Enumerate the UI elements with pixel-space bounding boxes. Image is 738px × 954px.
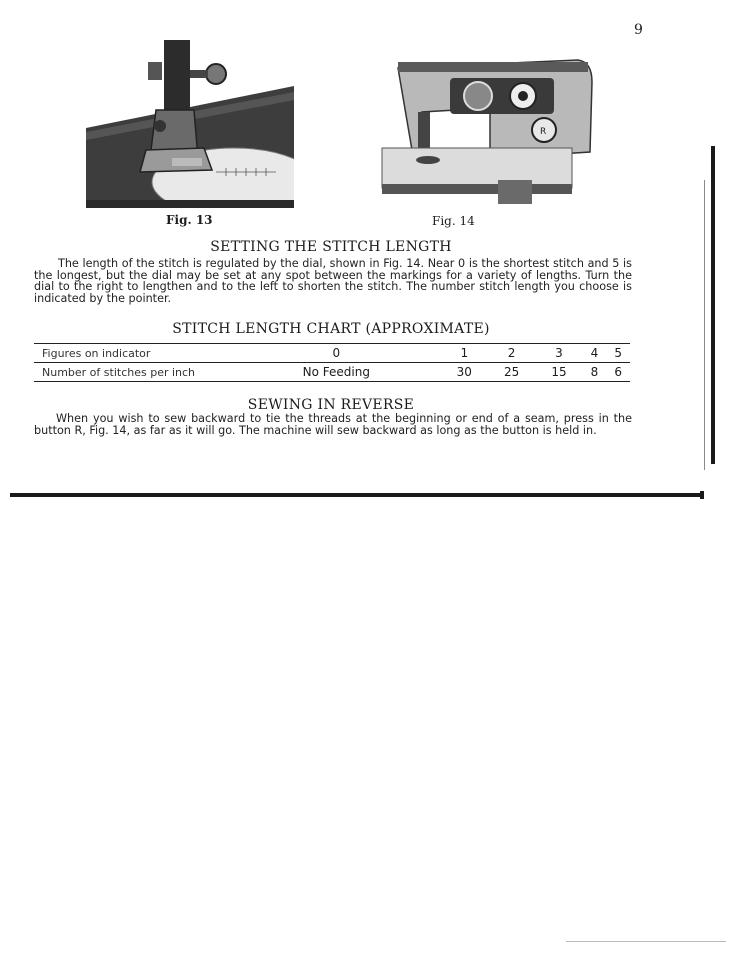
- table-cell: 1: [441, 344, 488, 363]
- table-row: [34, 363, 630, 382]
- table-row: [34, 344, 630, 363]
- table-cell: 30: [456, 365, 472, 379]
- figure-13-photo: [86, 40, 294, 208]
- stitch-length-paragraph: The length of the stitch is regulated by the dial, shown in Fig. 14. Near 0 is the shortest stitch and 5 is the longest, but the dial may be set at any spot between the markings for a variety of lengths. Turn the dial to the right to lengthen and to the left to shorten the stitch. The number stitch length you choose is indicated by the pointer.: [34, 257, 632, 305]
- page-edge-shadow: [704, 180, 705, 470]
- table-cell: 0: [232, 344, 441, 363]
- figure-13-caption: Fig. 13: [166, 213, 213, 227]
- table-cell: 6: [614, 365, 622, 379]
- svg-text:R: R: [540, 127, 547, 137]
- table-cell: 4: [583, 344, 607, 363]
- section-heading-stitch-length: SETTING THE STITCH LENGTH: [210, 239, 452, 255]
- table-cell: 5: [606, 344, 630, 363]
- section-divider: [10, 493, 704, 497]
- section-heading-reverse: SEWING IN REVERSE: [247, 397, 415, 413]
- page-edge-mark: [711, 146, 715, 464]
- divider-end-mark: [700, 491, 704, 499]
- table-cell: 3: [535, 344, 582, 363]
- table-cell: 8: [590, 365, 599, 379]
- presser-foot-photo-icon: [86, 40, 294, 208]
- chart-heading: STITCH LENGTH CHART (APPROXIMATE): [172, 321, 490, 337]
- table-cell: No Feeding: [302, 365, 370, 379]
- page-number: 9: [634, 22, 643, 38]
- footer-rule: [566, 941, 726, 942]
- figure-14-photo: [378, 48, 596, 210]
- row-label: Number of stitches per inch: [42, 365, 196, 379]
- reverse-paragraph: When you wish to sew backward to tie the threads at the beginning or end of a seam, press in the button R, Fig. 14, as far as it will go. The machine will sew backward as long as the button is held in.: [34, 412, 632, 437]
- table-cell: 25: [503, 365, 520, 379]
- table-cell: 15: [551, 365, 567, 379]
- row-label: Figures on indicator: [34, 344, 232, 363]
- sewing-machine-photo-icon: [378, 48, 596, 210]
- stitch-length-chart: [34, 343, 630, 382]
- figure-14-caption: Fig. 14: [432, 214, 475, 228]
- table-cell: 2: [488, 344, 535, 363]
